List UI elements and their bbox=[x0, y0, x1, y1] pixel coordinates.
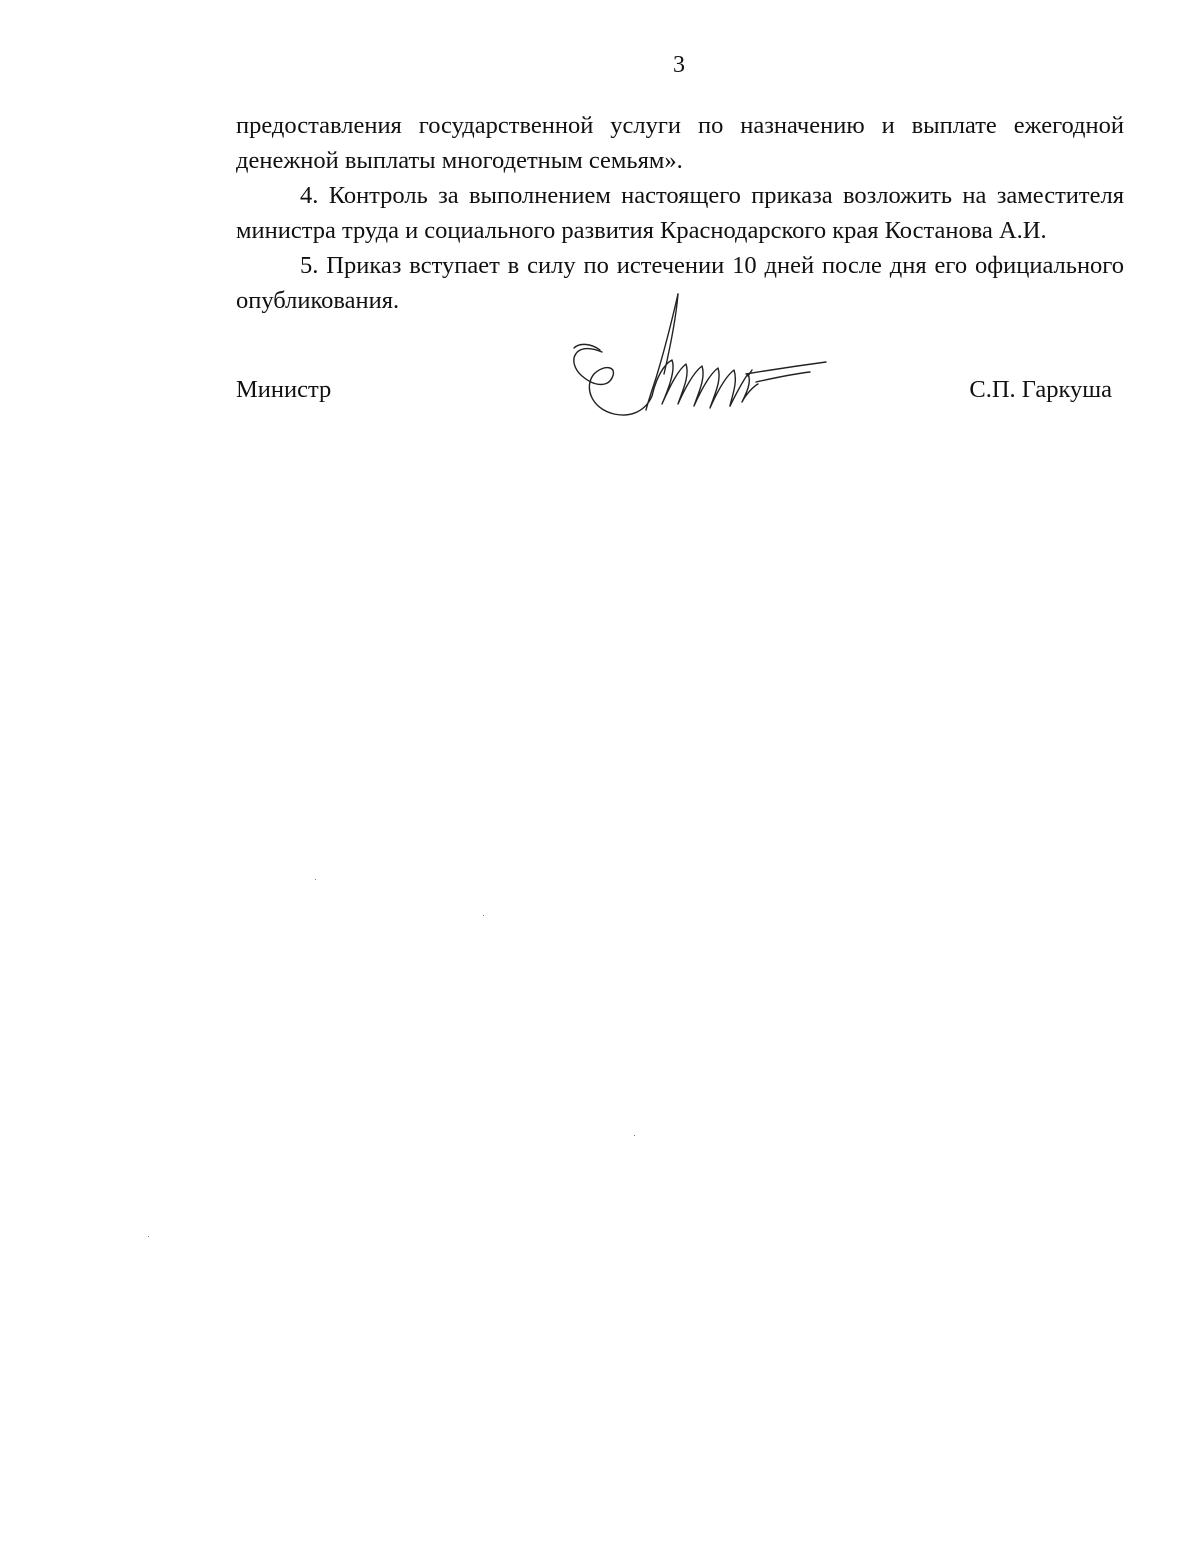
scan-speck bbox=[148, 1236, 149, 1237]
signer-name: С.П. Гаркуша bbox=[969, 376, 1112, 403]
paragraph-continuation: предоставления государственной услуги по назначению и выплате ежегодной денежной выплаты многодетным семьям». bbox=[236, 112, 1124, 174]
scan-speck bbox=[315, 879, 316, 880]
handwritten-signature bbox=[560, 290, 830, 425]
scan-speck bbox=[483, 915, 484, 916]
signer-title: Министр bbox=[236, 376, 332, 403]
document-body bbox=[236, 108, 1124, 318]
scan-speck bbox=[634, 1135, 635, 1136]
paragraph-5: 5. Приказ вступает в силу по истечении 10 дней после дня его официального опубликования. bbox=[236, 252, 1124, 314]
paragraph-4: 4. Контроль за выполнением настоящего приказа возложить на заместителя министра труда и социального развития Краснодарского края Костанова А.И. bbox=[236, 182, 1124, 244]
page-number: 3 bbox=[673, 52, 685, 78]
